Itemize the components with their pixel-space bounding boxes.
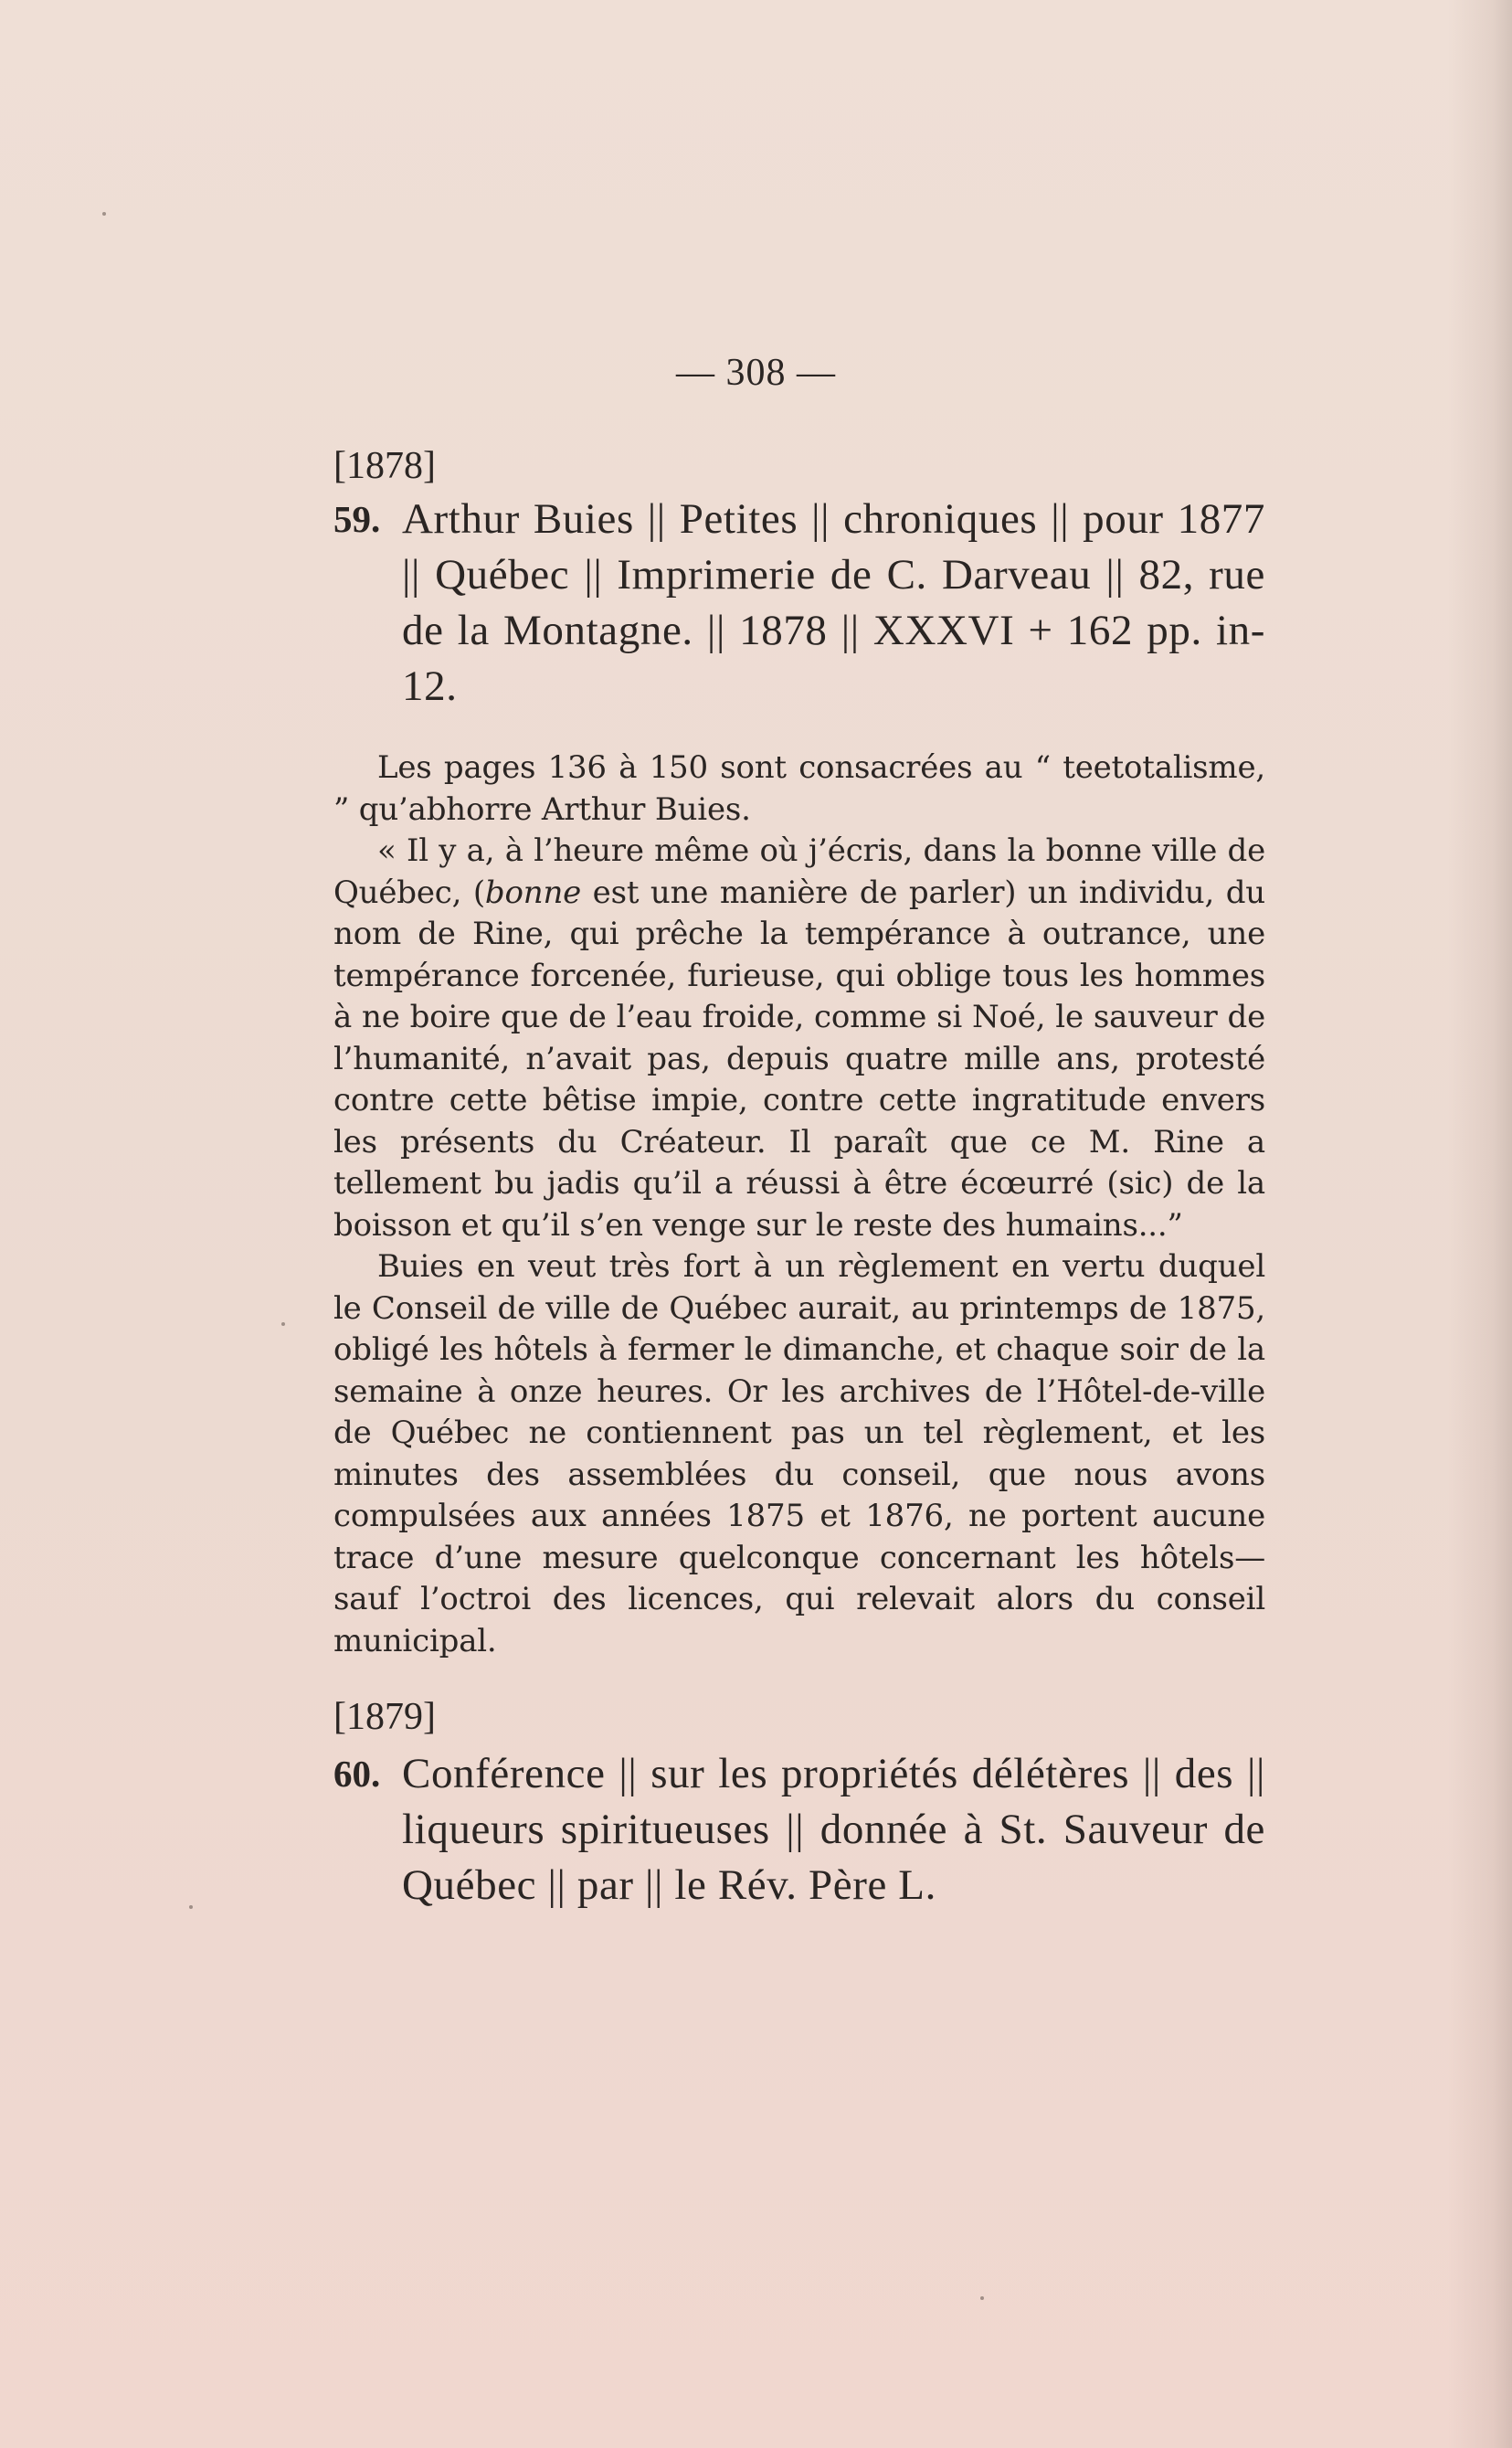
paper-speck	[189, 1905, 193, 1909]
bibliography-entry	[333, 1746, 1265, 1913]
quote-text-end: est une manière de parler) un individu, du nom de Rine, qui prêche la tempérance à outrance, une tempérance forcenée, furieuse, qui oblige tous les hommes à ne boire que de l’eau froide, comme si Noé, le sauveur de l’humanité, n’avait pas, depuis quatre mille ans, protesté contre cette bêtise impie, contre cette ingratitude envers les présents du Créateur. Il paraît que ce M. Rine a tellement bu jadis qu’il a réussi à être écœurré (sic) de la boisson et qu’il s’en venge sur le reste des humains...”	[333, 874, 1265, 1244]
quote-italic-word: bonne	[484, 874, 582, 911]
paper-speck	[281, 1322, 285, 1326]
entry-year: [1879]	[333, 1696, 436, 1738]
note-quote-paragraph	[333, 831, 1265, 1246]
entry-number: 60.	[333, 1753, 381, 1795]
paper-speck	[980, 2296, 984, 2300]
paper-speck	[102, 212, 106, 216]
entry-year: [1878]	[333, 445, 436, 487]
entry-title: Arthur Buies || Petites || chroniques || pour 1877 || Québec || Imprimerie de C. Darveau || 82, rue de la Montagne. || 1878 || XXXVI + 162 pp. in-12.	[402, 495, 1265, 710]
note-paragraph: Les pages 136 à 150 sont consacrées au “ teetotalisme, ” qu’abhorre Arthur Buies.	[333, 749, 1265, 828]
quote-text-start: « Il y a, à l’heure même où j’écris, dans la bonne ville de Québec, (	[333, 832, 1265, 911]
page-number: — 308 —	[676, 352, 836, 394]
bibliography-entry	[333, 492, 1265, 715]
entry-title: Conférence || sur les propriétés délétères || des || liqueurs spiritueuses || donnée à St. Sauveur de Québec || par || le Rév. Père L.	[402, 1750, 1265, 1909]
note-paragraph: Buies en veut très fort à un règlement en vertu duquel le Conseil de ville de Québec aurait, au printemps de 1875, obligé les hôtels à fermer le dimanche, et chaque soir de la semaine à onze heures. Or les archives de l’Hôtel-de-ville de Québec ne contiennent pas un tel règlement, et les minutes des assemblées du conseil, que nous avons compulsées aux années 1875 et 1876, ne portent aucune trace d’une mesure quelconque concernant les hôtels—sauf l’octroi des licences, qui relevait alors du conseil municipal.	[333, 1248, 1265, 1659]
bibliography-content	[333, 440, 1265, 1913]
entry-number: 59.	[333, 498, 381, 540]
